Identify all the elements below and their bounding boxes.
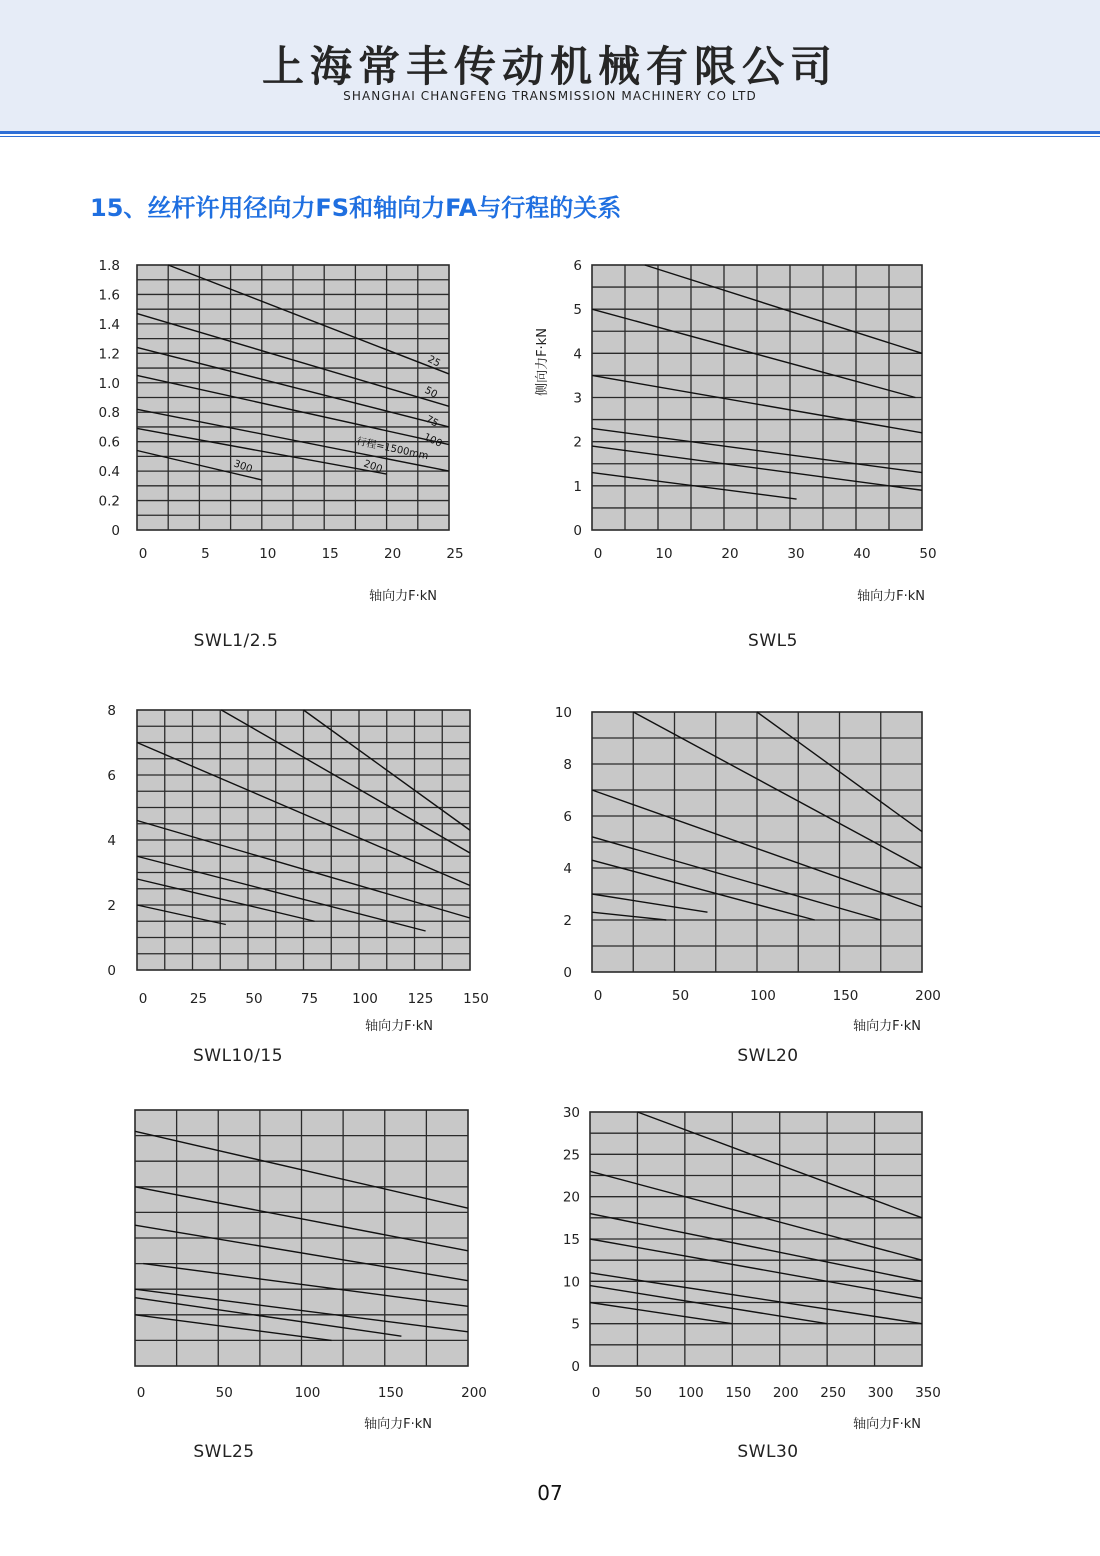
x-tick-label: 0 xyxy=(138,991,148,1007)
x-tick-label: 150 xyxy=(377,1385,404,1401)
x-tick-label: 100 xyxy=(750,988,776,1004)
y-tick-label: 4 xyxy=(107,833,116,849)
x-tick-label: 20 xyxy=(721,546,739,562)
x-tick-label: 30 xyxy=(787,546,805,562)
series-label: 25 xyxy=(425,353,442,370)
x-tick-label: 75 xyxy=(300,991,319,1007)
x-tick-label: 300 xyxy=(867,1385,894,1401)
x-tick-label: 0 xyxy=(593,546,603,562)
x-tick-label: 200 xyxy=(461,1385,487,1401)
y-tick-label: 30 xyxy=(562,1105,580,1121)
x-tick-label: 150 xyxy=(725,1385,752,1401)
x-tick-label: 10 xyxy=(259,546,277,562)
y-tick-label: 3 xyxy=(573,390,582,407)
y-tick-label: 2 xyxy=(107,898,116,914)
x-tick-label: 0 xyxy=(591,1385,601,1401)
x-tick-label: 50 xyxy=(671,988,690,1004)
x-tick-label: 10 xyxy=(655,546,673,562)
y-tick-label: 0.8 xyxy=(98,405,120,422)
x-tick-label: 50 xyxy=(634,1385,653,1401)
chart-swl25 xyxy=(135,1110,487,1462)
series-label: 行程=1500mm xyxy=(355,436,430,463)
x-tick-label: 25 xyxy=(189,991,208,1007)
x-tick-label: 50 xyxy=(245,991,263,1007)
chart-model-label: SWL30 xyxy=(737,1442,799,1462)
x-axis-label: 轴向力F·kN xyxy=(364,1417,432,1432)
y-tick-label: 1.0 xyxy=(98,375,120,392)
y-tick-label: 1.6 xyxy=(98,287,120,304)
x-tick-label: 5 xyxy=(201,546,210,562)
x-tick-label: 40 xyxy=(853,546,871,562)
chart-model-label: SWL25 xyxy=(193,1442,255,1462)
x-tick-label: 150 xyxy=(832,988,859,1004)
y-tick-label: 6 xyxy=(563,809,572,825)
y-tick-label: 5 xyxy=(571,1316,580,1333)
y-tick-label: 0.2 xyxy=(98,493,120,510)
y-tick-label: 1.8 xyxy=(98,258,120,274)
x-tick-label: 25 xyxy=(446,546,464,562)
x-tick-label: 350 xyxy=(915,1385,941,1401)
y-tick-label: 0 xyxy=(563,965,572,981)
chart-model-label: SWL20 xyxy=(737,1046,799,1066)
x-axis-label: 轴向力F·kN xyxy=(857,589,925,604)
x-tick-label: 50 xyxy=(919,546,937,562)
y-tick-label: 25 xyxy=(562,1147,580,1164)
x-axis-label: 轴向力F·kN xyxy=(369,589,437,604)
x-tick-label: 50 xyxy=(215,1385,233,1401)
x-tick-label: 125 xyxy=(407,991,434,1007)
company-name-cn: 上海常丰传动机械有限公司 xyxy=(261,42,838,91)
y-tick-label: 2 xyxy=(563,913,572,929)
y-tick-label: 1.2 xyxy=(98,346,120,363)
chart-swl10-15 xyxy=(107,703,488,1066)
page-number: 07 xyxy=(537,1481,563,1505)
x-tick-label: 100 xyxy=(352,991,378,1007)
x-axis-label: 轴向力F·kN xyxy=(365,1019,433,1034)
x-tick-label: 100 xyxy=(294,1385,321,1401)
y-tick-label: 6 xyxy=(107,768,116,784)
chart-swl20 xyxy=(555,705,941,1066)
series-label: 75 xyxy=(423,413,440,430)
y-tick-label: 4 xyxy=(563,861,572,877)
chart-swl1-2-5 xyxy=(99,258,464,651)
x-tick-label: 100 xyxy=(677,1385,704,1401)
x-tick-label: 200 xyxy=(915,988,941,1004)
y-tick-label: 15 xyxy=(562,1232,580,1248)
y-tick-label: 1 xyxy=(573,478,582,495)
chart-model-label: SWL1/2.5 xyxy=(193,631,279,651)
section-title: 15、丝杆许用径向力FS和轴向力FA与行程的关系 xyxy=(90,194,622,222)
y-tick-label: 8 xyxy=(563,757,572,773)
series-label: 200 xyxy=(361,458,384,476)
x-tick-label: 0 xyxy=(593,988,603,1004)
y-tick-label: 4 xyxy=(573,346,582,363)
x-tick-label: 200 xyxy=(772,1385,799,1401)
x-tick-label: 0 xyxy=(138,546,148,562)
y-tick-label: 8 xyxy=(107,703,116,719)
y-tick-label: 10 xyxy=(554,705,572,721)
y-tick-label: 0 xyxy=(573,523,582,539)
y-tick-label: 0 xyxy=(107,963,116,979)
series-label: 50 xyxy=(422,384,439,401)
x-tick-label: 150 xyxy=(463,991,489,1007)
y-tick-label: 0 xyxy=(571,1359,580,1375)
y-tick-label: 0.4 xyxy=(98,464,120,481)
chart-swl30 xyxy=(563,1105,941,1462)
x-tick-label: 0 xyxy=(136,1385,146,1401)
x-axis-label: 轴向力F·kN xyxy=(853,1417,921,1432)
y-tick-label: 1.4 xyxy=(98,316,120,333)
chart-swl5 xyxy=(534,258,937,651)
y-tick-label: 20 xyxy=(562,1189,580,1206)
chart-model-label: SWL5 xyxy=(748,631,798,651)
y-axis-label: 侧向力F·kN xyxy=(535,328,550,396)
chart-model-label: SWL10/15 xyxy=(192,1046,284,1066)
y-tick-label: 0 xyxy=(111,523,120,539)
y-tick-label: 10 xyxy=(562,1274,580,1291)
x-tick-label: 250 xyxy=(820,1385,847,1401)
y-tick-label: 5 xyxy=(573,302,582,319)
x-tick-label: 20 xyxy=(384,546,402,562)
x-tick-label: 15 xyxy=(321,546,339,562)
x-axis-label: 轴向力F·kN xyxy=(853,1019,921,1034)
y-tick-label: 6 xyxy=(573,258,582,274)
series-label: 300 xyxy=(231,458,254,476)
series-label: 100 xyxy=(421,431,444,450)
company-name-en: SHANGHAI CHANGFENG TRANSMISSION MACHINERY CO LTD xyxy=(343,89,757,103)
y-tick-label: 2 xyxy=(573,434,582,451)
y-tick-label: 0.6 xyxy=(98,434,120,451)
